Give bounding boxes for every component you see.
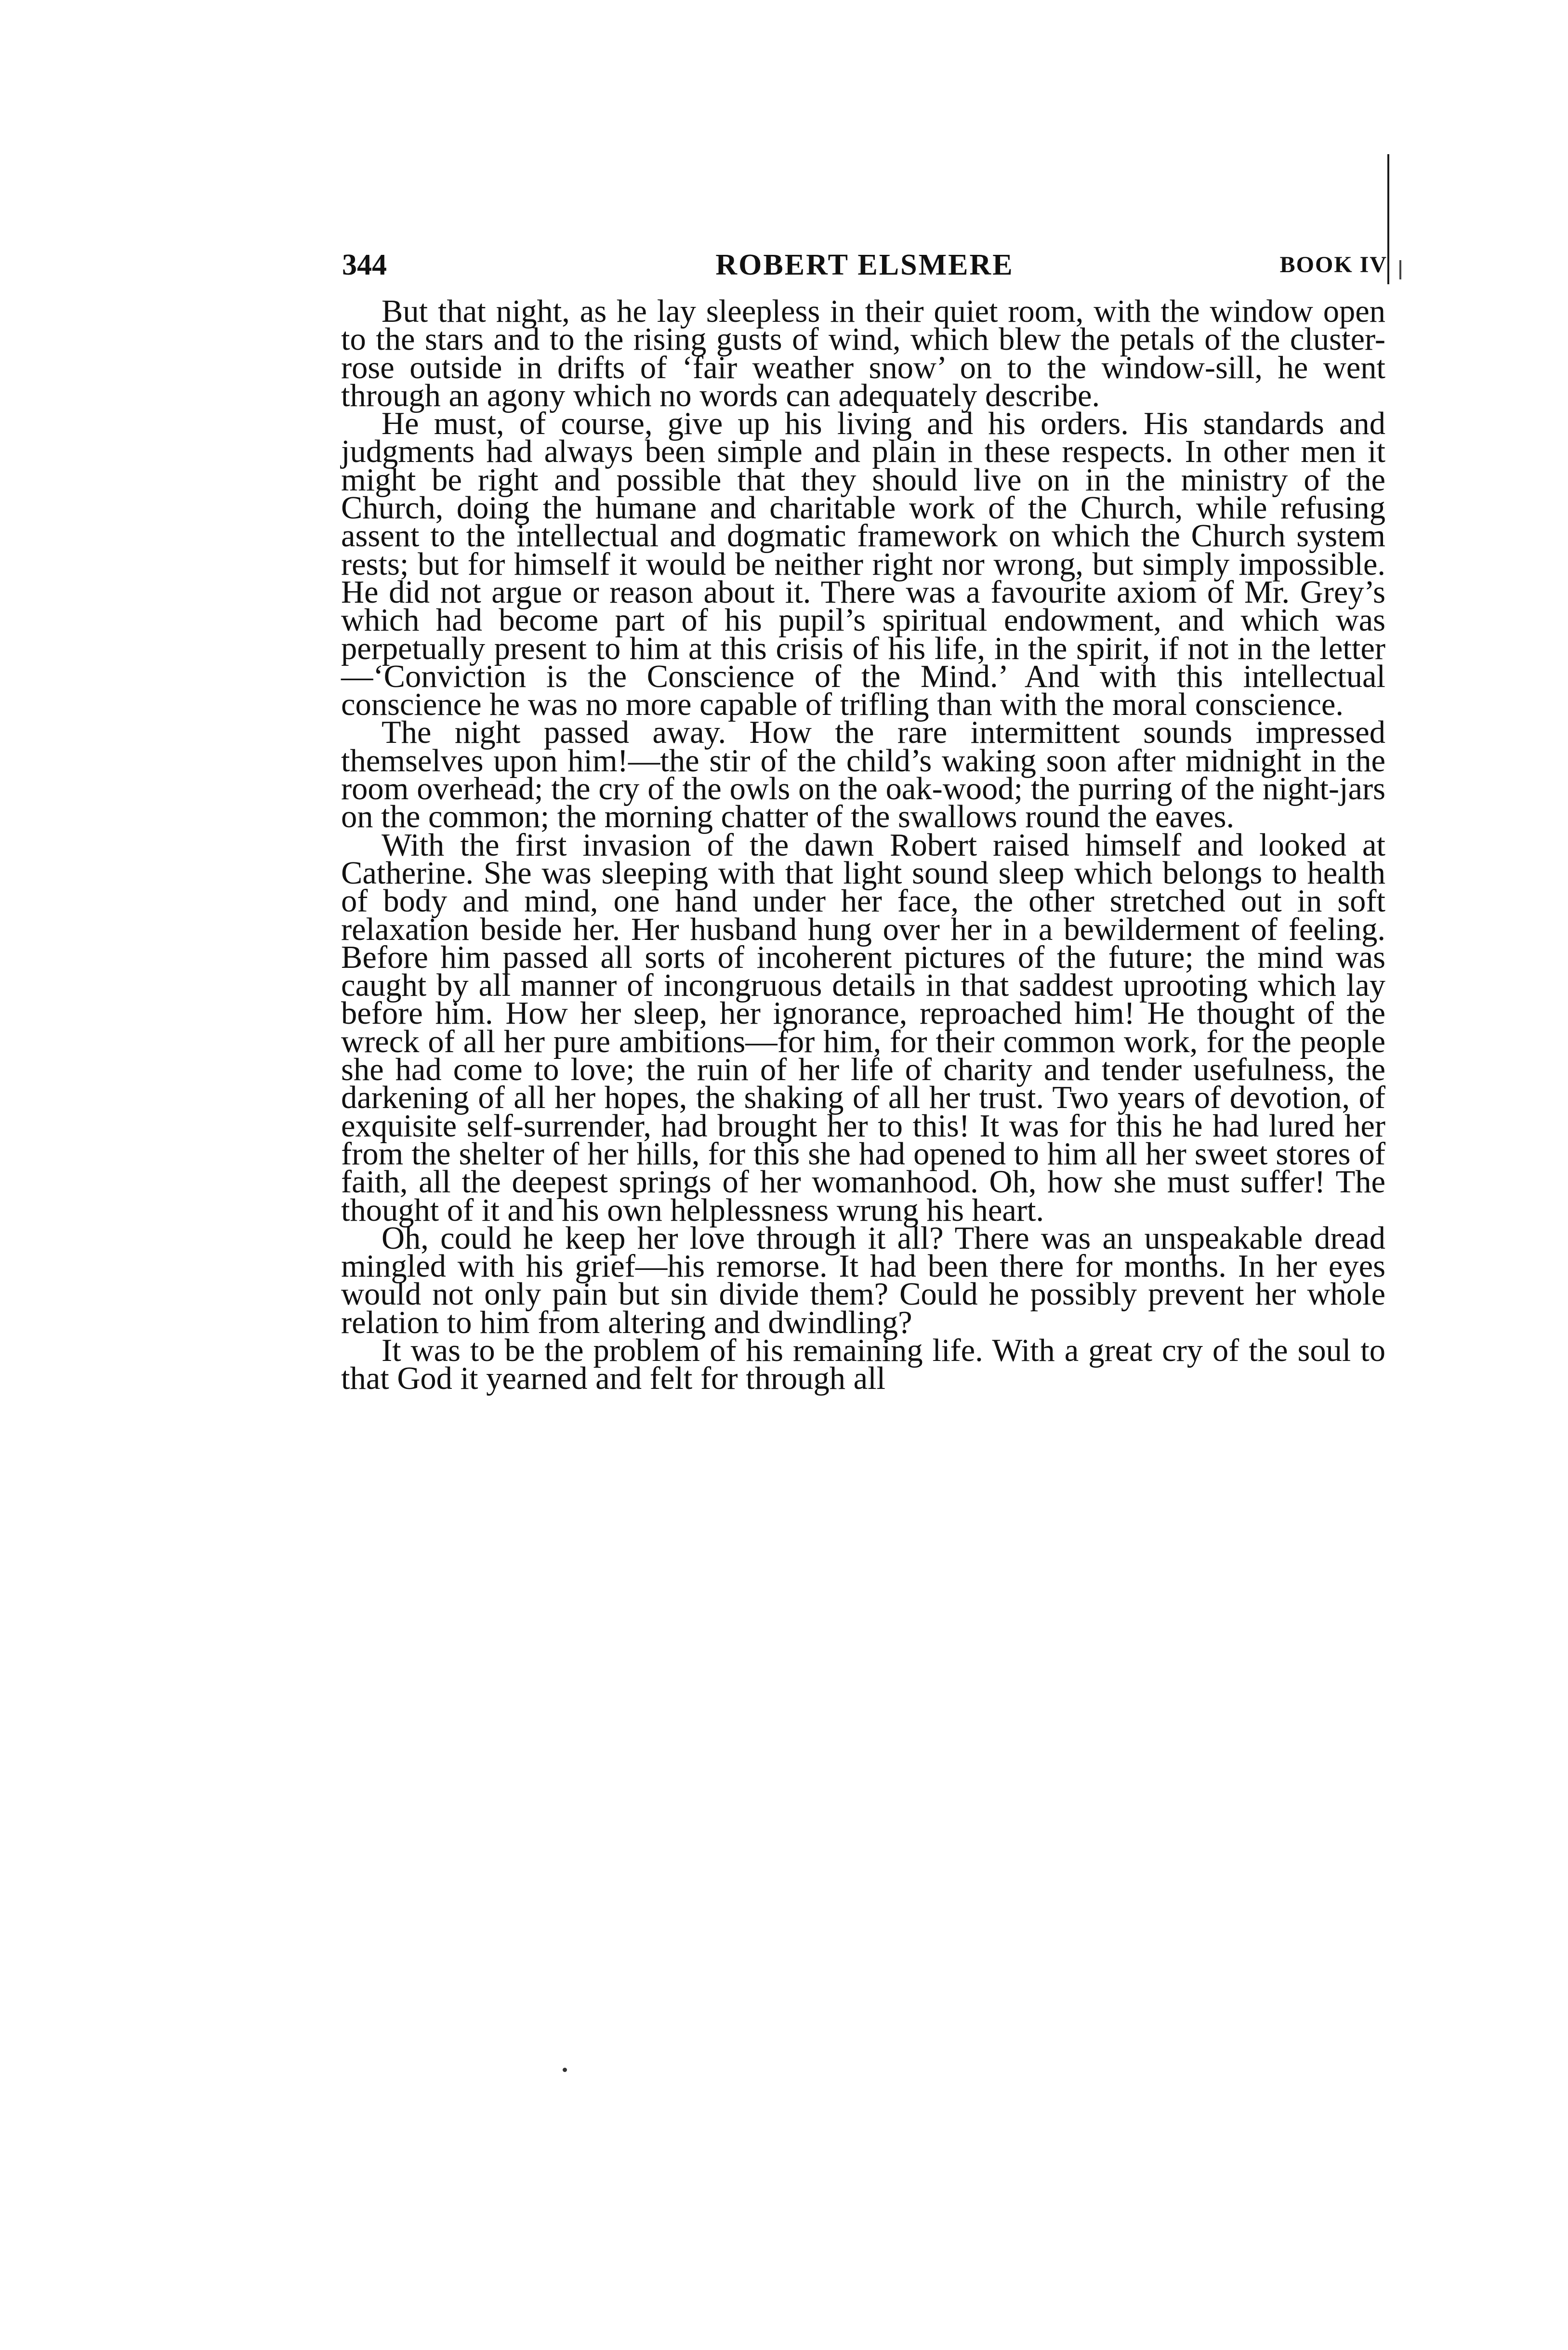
body-text	[341, 294, 1385, 1397]
running-title: ROBERT ELSMERE	[715, 249, 1014, 281]
page-number: 344	[342, 249, 387, 281]
paragraph: Oh, could he keep her love through it all? There was an unspeakable dread mingled with his grief—his remorse. It had been there for months. In her eyes would not only pain but sin divide them? Could he possibly prevent her whole relation to him from altering and dwindling?	[341, 1220, 1385, 1340]
paragraph: With the first invasion of the dawn Robert raised himself and looked at Catherine. She was sleeping with that light sound sleep which belongs to health of body and mind, one hand under her face, the other stretched out in soft relaxation beside her. Her husband hung over her in a bewilderment of feeling. Before him passed all sorts of incoherent pictures of the future; the mind was caught by all manner of incongruous details in that saddest uprooting which lay before him. How her sleep, her ignorance, reproached him! He thought of the wreck of all her pure ambitions—for him, for their common work, for the people she had come to love; the ruin of her life of charity and tender usefulness, the darkening of all her hopes, the shaking of all her trust. Two years of devotion, of exquisite self-surrender, had brought her to this! It was for this he had lured her from the shelter of her hills, for this she had opened to him all her sweet stores of faith, all the deepest springs of her womanhood. Oh, how she must suffer! The thought of it and his own helplessness wrung his heart.	[341, 827, 1385, 1228]
book-label: BOOK IV	[1279, 252, 1387, 277]
paragraph: But that night, as he lay sleepless in their quiet room, with the window open to the stars and to the rising gusts of wind, which blew the petals of the cluster-rose outside in drifts of ‘fair weather snow’ on to the window-sill, he went through an agony which no words can adequately describe.	[341, 294, 1385, 413]
ink-speck	[563, 2068, 567, 2072]
running-header	[342, 243, 1387, 287]
paragraph: The night passed away. How the rare intermittent sounds impressed themselves upon him!—the stir of the child’s waking soon after midnight in the room overhead; the cry of the owls on the oak-wood; the purring of the night-jars on the common; the morning chatter of the swallows round the eaves.	[341, 715, 1385, 835]
paragraph: He must, of course, give up his living and his orders. His standards and judgments had always been simple and plain in these respects. In other men it might be right and possible that they should live on in the ministry of the Church, doing the humane and charitable work of the Church, while refusing assent to the intellectual and dogmatic framework on which the Church system rests; but for himself it would be neither right nor wrong, but simply impossible. He did not argue or reason about it. There was a favourite axiom of Mr. Grey’s which had become part of his pupil’s spiritual endowment, and which was perpetually present to him at this crisis of his life, in the spirit, if not in the letter—‘Conviction is the Conscience of the Mind.’ And with this intellectual conscience he was no more capable of trifling than with the moral conscience.	[341, 406, 1385, 723]
margin-scan-tick	[1399, 260, 1401, 279]
margin-scan-mark	[1387, 154, 1389, 284]
paragraph: It was to be the problem of his remaining life. With a great cry of the soul to that God it yearned and felt for through all	[341, 1333, 1385, 1397]
